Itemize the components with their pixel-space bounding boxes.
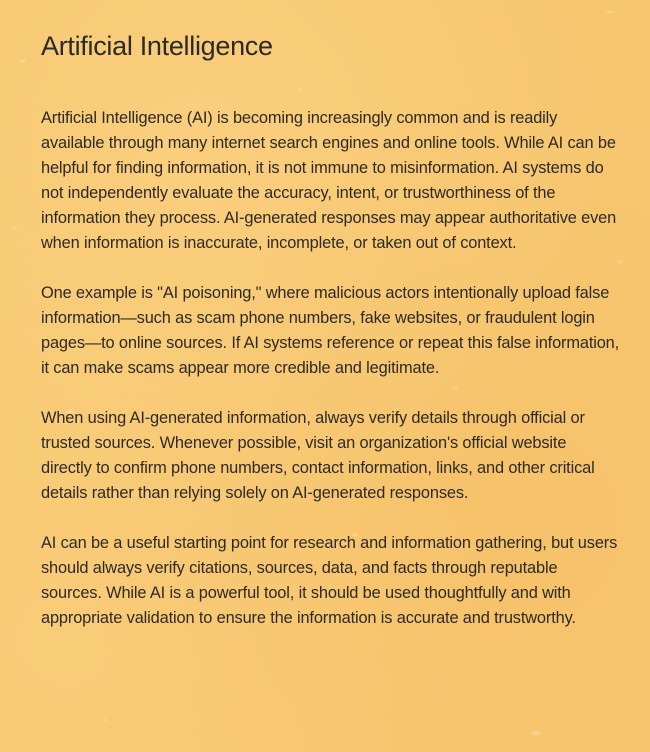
paragraph-ai-poisoning: One example is "AI poisoning," where malicious actors intentionally upload false information—such as scam phone numbers, fake websites, or fraudulent login pages—to online sources. If AI systems reference or repeat this false information, it can make scams appear more credible and legitimate. [41,284,620,377]
page-title: Artificial Intelligence [41,31,273,61]
article [41,26,621,656]
paragraph-intro: Artificial Intelligence (AI) is becoming increasingly common and is readily available through many internet search engines and online tools. While AI can be helpful for finding information, it is not immune to misinformation. AI systems do not independently evaluate the accuracy, intent, or trustworthiness of the information they process. AI-generated responses may appear authoritative even when information is inaccurate, incomplete, or taken out of context. [41,109,617,252]
paragraph-conclusion: AI can be a useful starting point for research and information gathering, but users should always verify citations, sources, data, and facts through reputable sources. While AI is a powerful tool, it should be used thoughtfully and with appropriate validation to ensure the information is accurate and trustworthy. [41,534,618,627]
paragraph-verify: When using AI-generated information, always verify details through official or trusted sources. Whenever possible, visit an organization's official website directly to confirm phone numbers, contact information, links, and other critical details rather than relying solely on AI-generated responses. [41,409,595,502]
